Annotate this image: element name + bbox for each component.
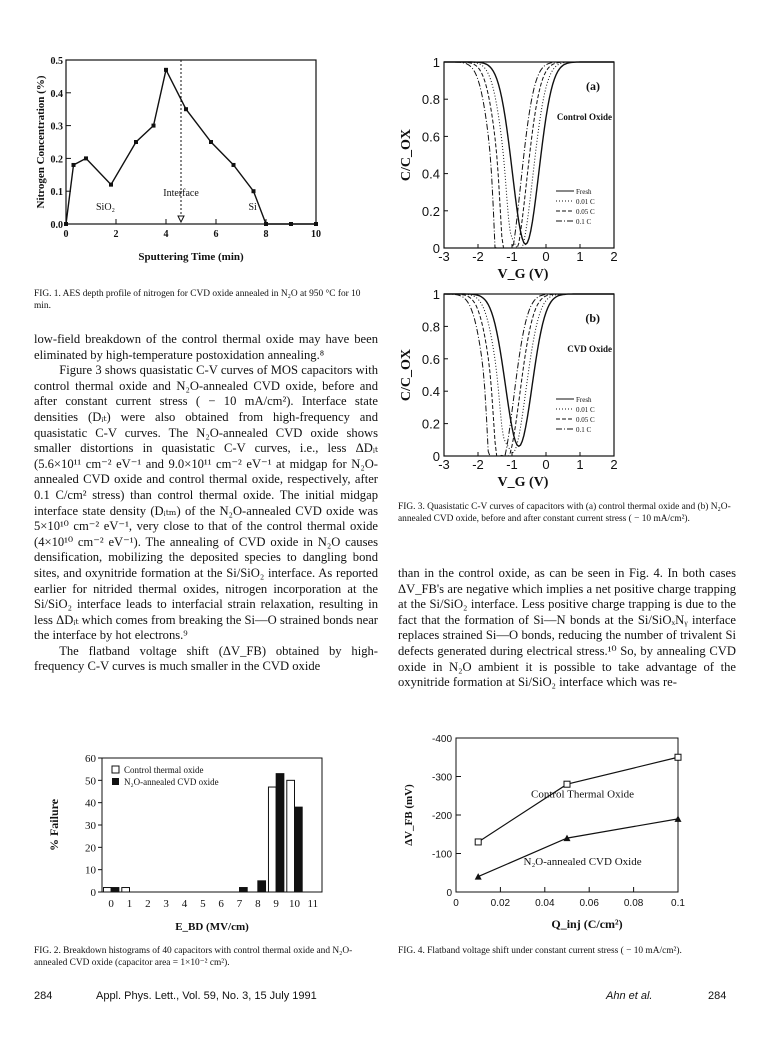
region-label-si: Si (248, 202, 257, 213)
x-tick-label: -1 (506, 457, 518, 472)
data-point (264, 222, 268, 226)
y-tick-label: 0.4 (50, 88, 63, 100)
x-tick-label: 10 (289, 898, 300, 910)
fig1-caption: FIG. 1. AES depth profile of nitrogen for CVD oxide annealed in N₂O at 950 °C for 10 min. (34, 289, 361, 311)
x-axis-label: V_G (V) (497, 267, 549, 282)
body-left-column (34, 332, 378, 675)
body-right-column (398, 566, 736, 691)
y-tick-label: 0.2 (421, 203, 440, 219)
x-tick-label: -2 (472, 249, 484, 264)
bar-control (287, 780, 295, 892)
data-point (109, 183, 113, 187)
legend-label: Fresh (576, 396, 592, 404)
data-point (164, 68, 168, 72)
footer-page-number: 284 (34, 990, 53, 1002)
bar-control (122, 888, 130, 892)
data-point (314, 222, 318, 226)
y-tick-label: 0 (446, 888, 452, 899)
legend-swatch (112, 766, 119, 773)
x-tick-label: 6 (213, 229, 219, 240)
x-tick-label: 8 (255, 898, 261, 910)
legend-label: 0.1 C (576, 218, 592, 226)
fig4-chart (392, 726, 722, 946)
x-tick-label: 7 (236, 898, 243, 910)
bar-control (103, 888, 111, 892)
x-tick-label: -3 (438, 249, 450, 264)
x-tick-label: 8 (263, 229, 269, 240)
oxide-label: Control Oxide (556, 112, 612, 122)
y-tick-label: 60 (85, 753, 96, 765)
x-tick-label: 0.08 (623, 898, 644, 909)
x-tick-label: 6 (218, 898, 224, 910)
footer-page-number-right: 284 (708, 990, 727, 1002)
fig3-caption: FIG. 3. Quasistatic C-V curves of capacitors with (a) control thermal oxide and (b) N₂O-annealed CVD oxide, before and after constant current stress ( − 10 mA/cm²). (398, 502, 731, 524)
y-tick-label: 0.8 (421, 319, 440, 335)
legend-label: N₂O-annealed CVD oxide (124, 777, 219, 787)
data-point (152, 124, 156, 128)
x-tick-label: 5 (200, 898, 206, 910)
y-tick-label: 0.1 (50, 187, 63, 199)
y-tick-label: 0.6 (421, 351, 440, 367)
data-point (675, 815, 682, 822)
x-tick-label: 4 (163, 229, 169, 240)
legend-label: 0.01 C (576, 198, 595, 206)
y-tick-label: 0 (432, 449, 440, 464)
fig1-chart (28, 48, 348, 288)
x-tick-label: 1 (576, 457, 584, 472)
x-tick-label: 0 (542, 457, 550, 472)
legend-label: 0.01 C (576, 406, 595, 414)
x-tick-label: 4 (181, 898, 188, 910)
x-axis-label: Q_inj (C/cm²) (551, 917, 623, 931)
y-tick-label: -200 (431, 811, 452, 822)
x-tick-label: 10 (311, 229, 321, 240)
series-line (66, 70, 316, 224)
paragraph: than in the control oxide, as can be seen in Fig. 4. In both cases ΔV_FB's are negative which implies a net positive charge trapping at the Si/SiO₂ interface. Less positive charge trapping is due to the fact that the formation of Si—N bonds at the Si/SiOₓNᵧ interface replaces strained Si—O bonds, reducing the number of trivalent Si defects generated during electrical stress.¹⁰ So, by annealing CVD oxide in N₂O ambient it is possible to take advantage of the oxynitride formation at Si/SiO₂ interface which was re- (398, 566, 736, 690)
y-tick-label: 0.4 (421, 384, 440, 400)
y-axis-label: C/C_OX (399, 128, 414, 182)
x-tick-label: 0.06 (579, 898, 599, 909)
interface-arrow (178, 216, 184, 222)
x-tick-label: 0.04 (535, 898, 555, 909)
fig4-caption: FIG. 4. Flatband voltage shift under constant current stress ( − 10 mA/cm²). (398, 946, 682, 956)
y-tick-label: 20 (85, 842, 96, 855)
x-tick-label: 2 (145, 898, 151, 910)
y-tick-label: 0.2 (50, 154, 63, 166)
x-axis-label: V_G (V) (497, 475, 549, 490)
x-tick-label: 1 (576, 249, 584, 264)
x-tick-label: -1 (506, 249, 518, 264)
plot-frame (66, 60, 316, 224)
legend-label: 0.05 C (576, 416, 595, 424)
paragraph: low-field breakdown of the control thermal oxide may have been eliminated by high-temperature postoxidation annealing.⁸ (34, 332, 378, 362)
y-tick-label: 50 (85, 775, 96, 788)
x-tick-label: 0.02 (490, 898, 511, 909)
data-point (475, 839, 481, 845)
data-point (289, 222, 293, 226)
data-point (84, 156, 88, 160)
x-tick-label: 1 (126, 898, 133, 910)
x-axis-label: E_BD (MV/cm) (175, 921, 249, 933)
y-axis-label: Nitrogen Concentration (%) (35, 75, 47, 209)
data-point (64, 222, 68, 226)
y-tick-label: 0 (432, 241, 440, 256)
y-tick-label: 10 (85, 864, 96, 877)
data-point (209, 140, 213, 144)
x-tick-label: -3 (438, 457, 450, 472)
bar-n2o (295, 807, 303, 892)
footer-journal: Appl. Phys. Lett., Vol. 59, No. 3, 15 July 1991 (96, 990, 317, 1002)
series-label: Control Thermal Oxide (531, 788, 635, 801)
interface-label: Interface (163, 188, 199, 199)
data-point (475, 873, 482, 880)
y-tick-label: -400 (431, 734, 452, 745)
y-tick-label: 40 (85, 797, 96, 810)
data-point (564, 781, 570, 787)
y-tick-label: 0.8 (421, 92, 440, 108)
x-tick-label: 0 (63, 229, 69, 240)
x-tick-label: 0 (453, 898, 459, 909)
x-tick-label: 0 (108, 898, 114, 910)
oxide-label: CVD Oxide (567, 344, 612, 354)
x-tick-label: 3 (163, 898, 169, 910)
data-point (252, 189, 256, 193)
y-tick-label: 0.2 (421, 416, 440, 432)
x-tick-label: 11 (307, 898, 319, 910)
x-tick-label: 0.1 (671, 898, 685, 909)
y-tick-label: 30 (85, 820, 96, 832)
footer-authors: Ahn et al. (606, 990, 653, 1002)
y-tick-label: 1 (432, 55, 440, 70)
fig3a-chart (392, 52, 642, 284)
x-tick-label: -2 (472, 457, 484, 472)
x-tick-label: 9 (273, 898, 279, 910)
paragraph: The flatband voltage shift (ΔV_FB) obtained by high-frequency C-V curves is much smaller in the CVD oxide (34, 643, 378, 674)
panel-label: (b) (585, 311, 600, 325)
series-label: N₂O-annealed CVD Oxide (523, 856, 642, 869)
y-tick-label: 0.0 (50, 220, 63, 231)
bar-n2o (111, 888, 119, 892)
y-tick-label: 0.4 (421, 166, 440, 182)
y-axis-label: % Failure (47, 798, 61, 852)
y-tick-label: -300 (431, 772, 452, 784)
x-tick-label: 2 (610, 457, 618, 472)
fig3b-chart (392, 284, 642, 504)
x-tick-label: 2 (610, 249, 618, 264)
legend-swatch (112, 778, 119, 785)
legend-label: Control thermal oxide (124, 765, 204, 775)
y-tick-label: 0 (90, 887, 96, 899)
data-point (134, 140, 138, 144)
y-tick-label: 0.3 (50, 121, 63, 133)
bar-n2o (276, 774, 284, 892)
y-tick-label: 0.6 (421, 129, 440, 145)
y-tick-label: 0.5 (50, 56, 63, 67)
y-tick-label: 1 (432, 287, 440, 302)
plot-frame (456, 738, 678, 892)
y-axis-label: ΔV_FB (mV) (403, 784, 415, 846)
y-tick-label: -100 (431, 849, 452, 861)
paragraph: Figure 3 shows quasistatic C-V curves of MOS capacitors with control thermal oxide and N₂O-annealed CVD oxide, before and after constant current stress ( − 10 mA/cm²). Interface state densities (Dᵢₜ) were also obtained from high-frequency and quasistatic C-V curves. The N₂O-annealed CVD oxide shows smaller distortions in quasistatic C-V curves, i.e., less ΔDᵢₜ (5.6×10¹¹ cm⁻² eV⁻¹ and 9.0×10¹¹ cm⁻² eV⁻¹ at midgap for N₂O-annealed CVD oxide and control thermal oxide, respectively, after 0.1 C/cm² stress) than control thermal oxide. The initial midgap interface state density (Dᵢₜₘ) of the N₂O-annealed CVD oxide was 5×10¹⁰ cm⁻² eV⁻¹, very close to that of the control thermal oxide (4×10¹⁰ cm⁻² eV⁻¹). The annealing of CVD oxide in N₂O causes densification, mobilizing the deposited species to dangling bond sites, and oxynitride formation at the Si/SiO₂ interface. As reported earlier for nitrided thermal oxides, nitrogen incorporation at the Si/SiO₂ interface leads to interfacial strain relaxation, resulting in less ΔDᵢₜ which comes from breaking the Si—O strained bonds near the interface by hot electrons.⁹ (34, 363, 378, 643)
y-axis-label: C/C_OX (399, 348, 414, 402)
fig2-chart (30, 748, 370, 944)
x-axis-label: Sputtering Time (min) (138, 251, 244, 263)
region-label-sio2: SiO₂ (96, 202, 116, 213)
data-point (72, 163, 76, 167)
x-tick-label: 2 (113, 229, 119, 240)
panel-label: (a) (586, 79, 600, 93)
legend-label: 0.1 C (576, 426, 592, 434)
bar-n2o (240, 888, 248, 892)
data-point (184, 107, 188, 111)
bar-control (268, 787, 276, 892)
x-tick-label: 0 (542, 249, 550, 264)
data-point (675, 754, 681, 760)
data-point (232, 163, 236, 167)
fig2-caption: FIG. 2. Breakdown histograms of 40 capacitors with control thermal oxide and N₂O-annealed CVD oxide (capacitor area = 1×10⁻² cm²). (34, 946, 353, 968)
legend-label: 0.05 C (576, 208, 595, 216)
legend-label: Fresh (576, 188, 592, 196)
bar-n2o (258, 881, 266, 892)
